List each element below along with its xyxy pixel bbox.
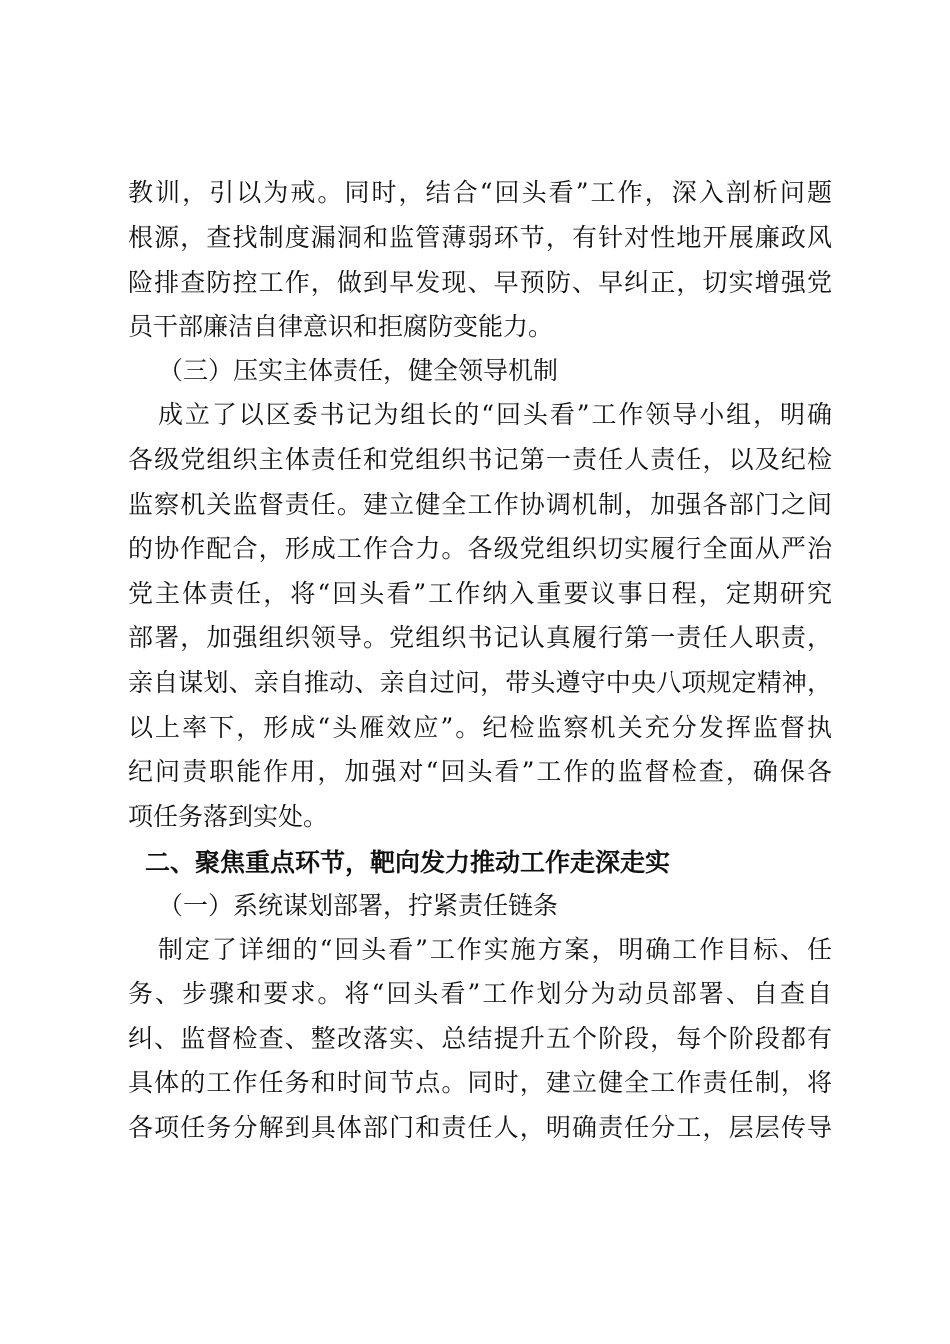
section-heading: 二、聚焦重点环节，靶向发力推动工作走深走实 <box>145 848 671 877</box>
paragraph-line: 部署，加强组织领导。党组织书记认真履行第一责任人职责， <box>128 623 832 652</box>
paragraph-line: 教训，引以为戒。同时，结合“回头看”工作，深入剖析问题 <box>128 178 832 207</box>
paragraph-line: 监察机关监督责任。建立健全工作协调机制，加强各部门之间 <box>128 490 832 519</box>
paragraph-line: 制定了详细的“回头看”工作实施方案，明确工作目标、任 <box>158 935 832 964</box>
paragraph-line: 成立了以区委书记为组长的“回头看”工作领导小组，明确 <box>158 400 832 429</box>
paragraph-line: 亲自谋划、亲自推动、亲自过问，带头遵守中央八项规定精神， <box>128 668 832 697</box>
paragraph-line: 纠、监督检查、整改落实、总结提升五个阶段，每个阶段都有 <box>128 1024 832 1053</box>
paragraph-line: 纪问责职能作用，加强对“回头看”工作的监督检查，确保各 <box>128 757 832 786</box>
paragraph-line: 项任务落到实处。 <box>128 802 329 831</box>
paragraph-line: 根源，查找制度漏洞和监管薄弱环节，有针对性地开展廉政风 <box>128 223 832 252</box>
paragraph-line: 务、步骤和要求。将“回头看”工作划分为动员部署、自查自 <box>128 979 832 1008</box>
paragraph-line: 员干部廉洁自律意识和拒腐防变能力。 <box>128 312 554 341</box>
paragraph-line: 以上率下，形成“头雁效应”。纪检监察机关充分发挥监督执 <box>128 713 832 742</box>
subsection-heading: （三）压实主体责任，健全领导机制 <box>158 356 559 385</box>
paragraph-line: 险排查防控工作，做到早发现、早预防、早纠正，切实增强党 <box>128 268 832 297</box>
paragraph-line: 具体的工作任务和时间节点。同时，建立健全工作责任制，将 <box>128 1068 832 1097</box>
subsection-heading: （一）系统谋划部署，拧紧责任链条 <box>158 891 559 920</box>
paragraph-line: 党主体责任，将“回头看”工作纳入重要议事日程，定期研究 <box>128 579 832 608</box>
paragraph-line: 各项任务分解到具体部门和责任人，明确责任分工，层层传导 <box>128 1113 832 1142</box>
paragraph-line: 各级党组织主体责任和党组织书记第一责任人责任，以及纪检 <box>128 445 832 474</box>
paragraph-line: 的协作配合，形成工作合力。各级党组织切实履行全面从严治 <box>128 534 832 563</box>
